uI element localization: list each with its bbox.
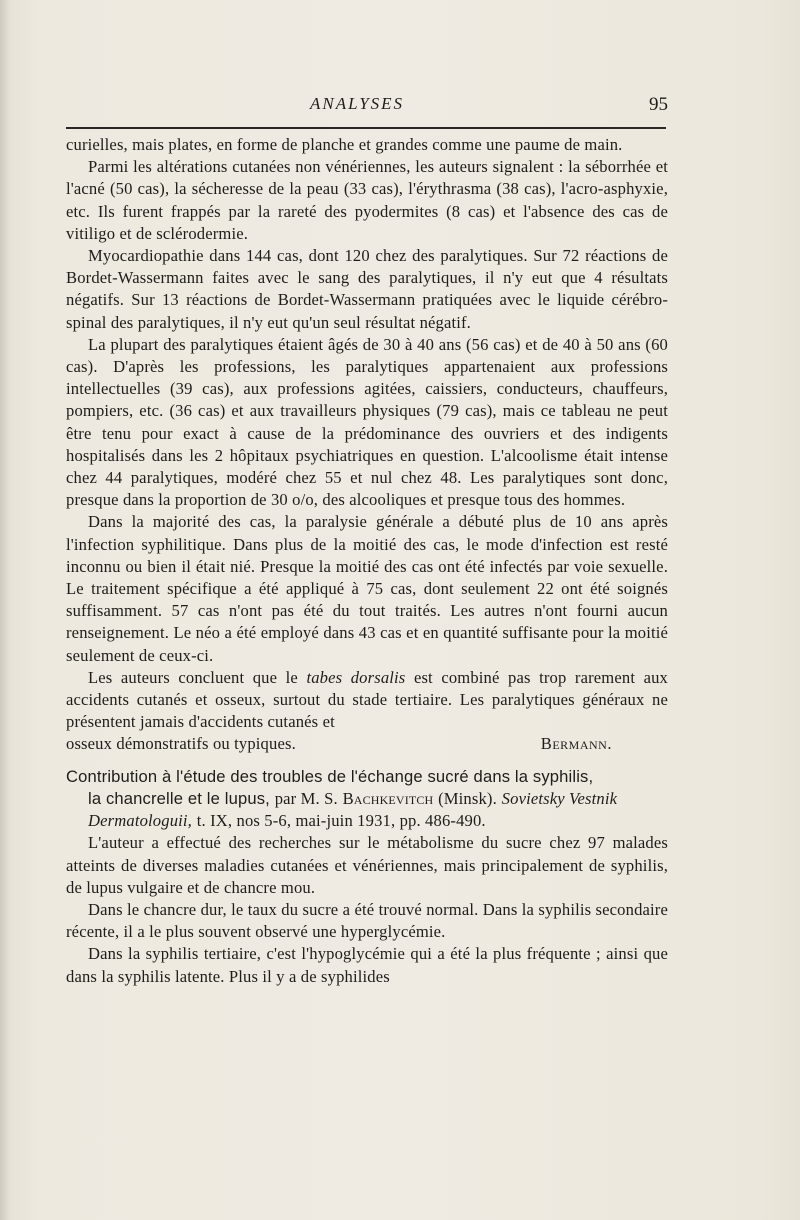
- paragraph-infection: Dans la majorité des cas, la paralysie générale a débuté plus de 10 ans après l'infection syphilitique. Dans plus de la moitié des cas, le mode d'infection est resté inconnu ou bien il était nié. Presque la moitié des cas ont été infectés par voie sexuelle. Le traitement spécifique a été appliqué à 75 cas, dont seulement 22 ont été soignés suffisamment. 57 cas n'ont pas été du tout traités. Les autres n'ont fourni aucun renseignement. Le néo a été employé dans 43 cas et en quantité suffisante pour la moitié seulement de ceux-ci.: [66, 512, 668, 665]
- paragraph-continuation: curielles, mais plates, en forme de planche et grandes comme une paume de main.: [66, 135, 623, 154]
- spine-shadow: [0, 0, 10, 1220]
- page-number: 95: [649, 94, 668, 115]
- paragraph-skin-alterations: Parmi les altérations cutanées non vénériennes, les auteurs signalent : la séborrhée et l'acné (50 cas), la sécheresse de la peau (33 cas), l'érythrasma (38 cas), l'acro-asphyxie, etc. Ils furent frappés par la rareté des pyodermites (8 cas) et l'absence des cas de vitiligo et de sclérodermie.: [66, 157, 668, 243]
- article-location: (Minsk).: [438, 788, 497, 808]
- paragraph-conclusion: [66, 667, 668, 734]
- byline-par: par M. S.: [274, 788, 338, 808]
- signature-line: [66, 733, 668, 755]
- conclusion-text-after: est combiné pas trop rarement aux accidents cutanés et osseux, surtout du stade tertiaire. Les paralytiques généraux ne présentent jamais d'accidents cutanés et: [66, 667, 668, 732]
- article-paragraph-1: L'auteur a effectué des recherches sur le métabolisme du sucre chez 97 malades atteints de diverses maladies cutanées et vénériennes, mais principalement de syphilis, de lupus vulgaire et de chancre mou.: [66, 833, 668, 897]
- conclusion-last-line: osseux démonstratifs ou typiques.: [66, 734, 296, 754]
- article-title-line-2: la chancrelle et le lupus,: [88, 788, 270, 808]
- article-paragraph-2: Dans le chancre dur, le taux du sucre a été trouvé normal. Dans la syphilis secondaire récente, il a le plus souvent observé une hyperglycémie.: [66, 899, 668, 942]
- conclusion-text-before: Les auteurs concluent que le: [88, 667, 298, 687]
- paragraph-ages-professions: La plupart des paralytiques étaient âgés de 30 à 40 ans (56 cas) et de 40 à 50 ans (60 cas). D'après les professions, les paralytiques appartenaient aux professions intellectuelles (39 cas), aux professions agitées, caissiers, conducteurs, chauffeurs, pompiers, etc. (36 cas) et aux travailleurs physiques (79 cas), mais ce tableau ne peut être tenu pour exact à cause de la prédominance des ouvriers et des indigents hospitalisés dans les 2 hôpitaux psychiatriques en question. L'alcoolisme était intense chez 44 paralytiques, modéré chez 55 et nul chez 48. Les paralytiques sont donc, presque dans la proportion de 30 o/o, des alcooliques et presque tous des hommes.: [66, 334, 668, 510]
- body-text: [66, 134, 668, 988]
- reviewer-signature: Bermann.: [540, 734, 612, 754]
- running-head: ANALYSES: [310, 94, 405, 113]
- page-header: [66, 88, 666, 118]
- header-rule: [66, 127, 666, 129]
- article-title-block: [66, 766, 668, 833]
- paragraph-myocardiopathy: Myocardiopathie dans 144 cas, dont 120 chez des paralytiques. Sur 72 réactions de Bordet-Wassermann faites avec le sang des paralytiques, il n'y eut que 4 résultats négatifs. Sur 13 réactions de Bordet-Wassermann pratiquées avec le liquide cérébro-spinal des paralytiques, il n'y eut qu'un seul résultat négatif.: [66, 246, 668, 332]
- article-title-continuation: [66, 788, 668, 832]
- article-paragraph-3: Dans la syphilis tertiaire, c'est l'hypoglycémie qui a été la plus fréquente ; ainsi que dans la syphilis latente. Plus il y a de syphilides: [66, 944, 668, 986]
- article-journal: Sovietsky Vestnik Dermatologuii,: [88, 788, 618, 831]
- article-author: Bachkevitch: [342, 788, 434, 808]
- article-citation: t. IX, nos 5-6, mai-juin 1931, pp. 486-490.: [196, 811, 486, 831]
- conclusion-italic-term: tabes dorsalis: [306, 667, 406, 687]
- article-title-line-1: Contribution à l'étude des troubles de l'échange sucré dans la syphilis,: [66, 766, 594, 786]
